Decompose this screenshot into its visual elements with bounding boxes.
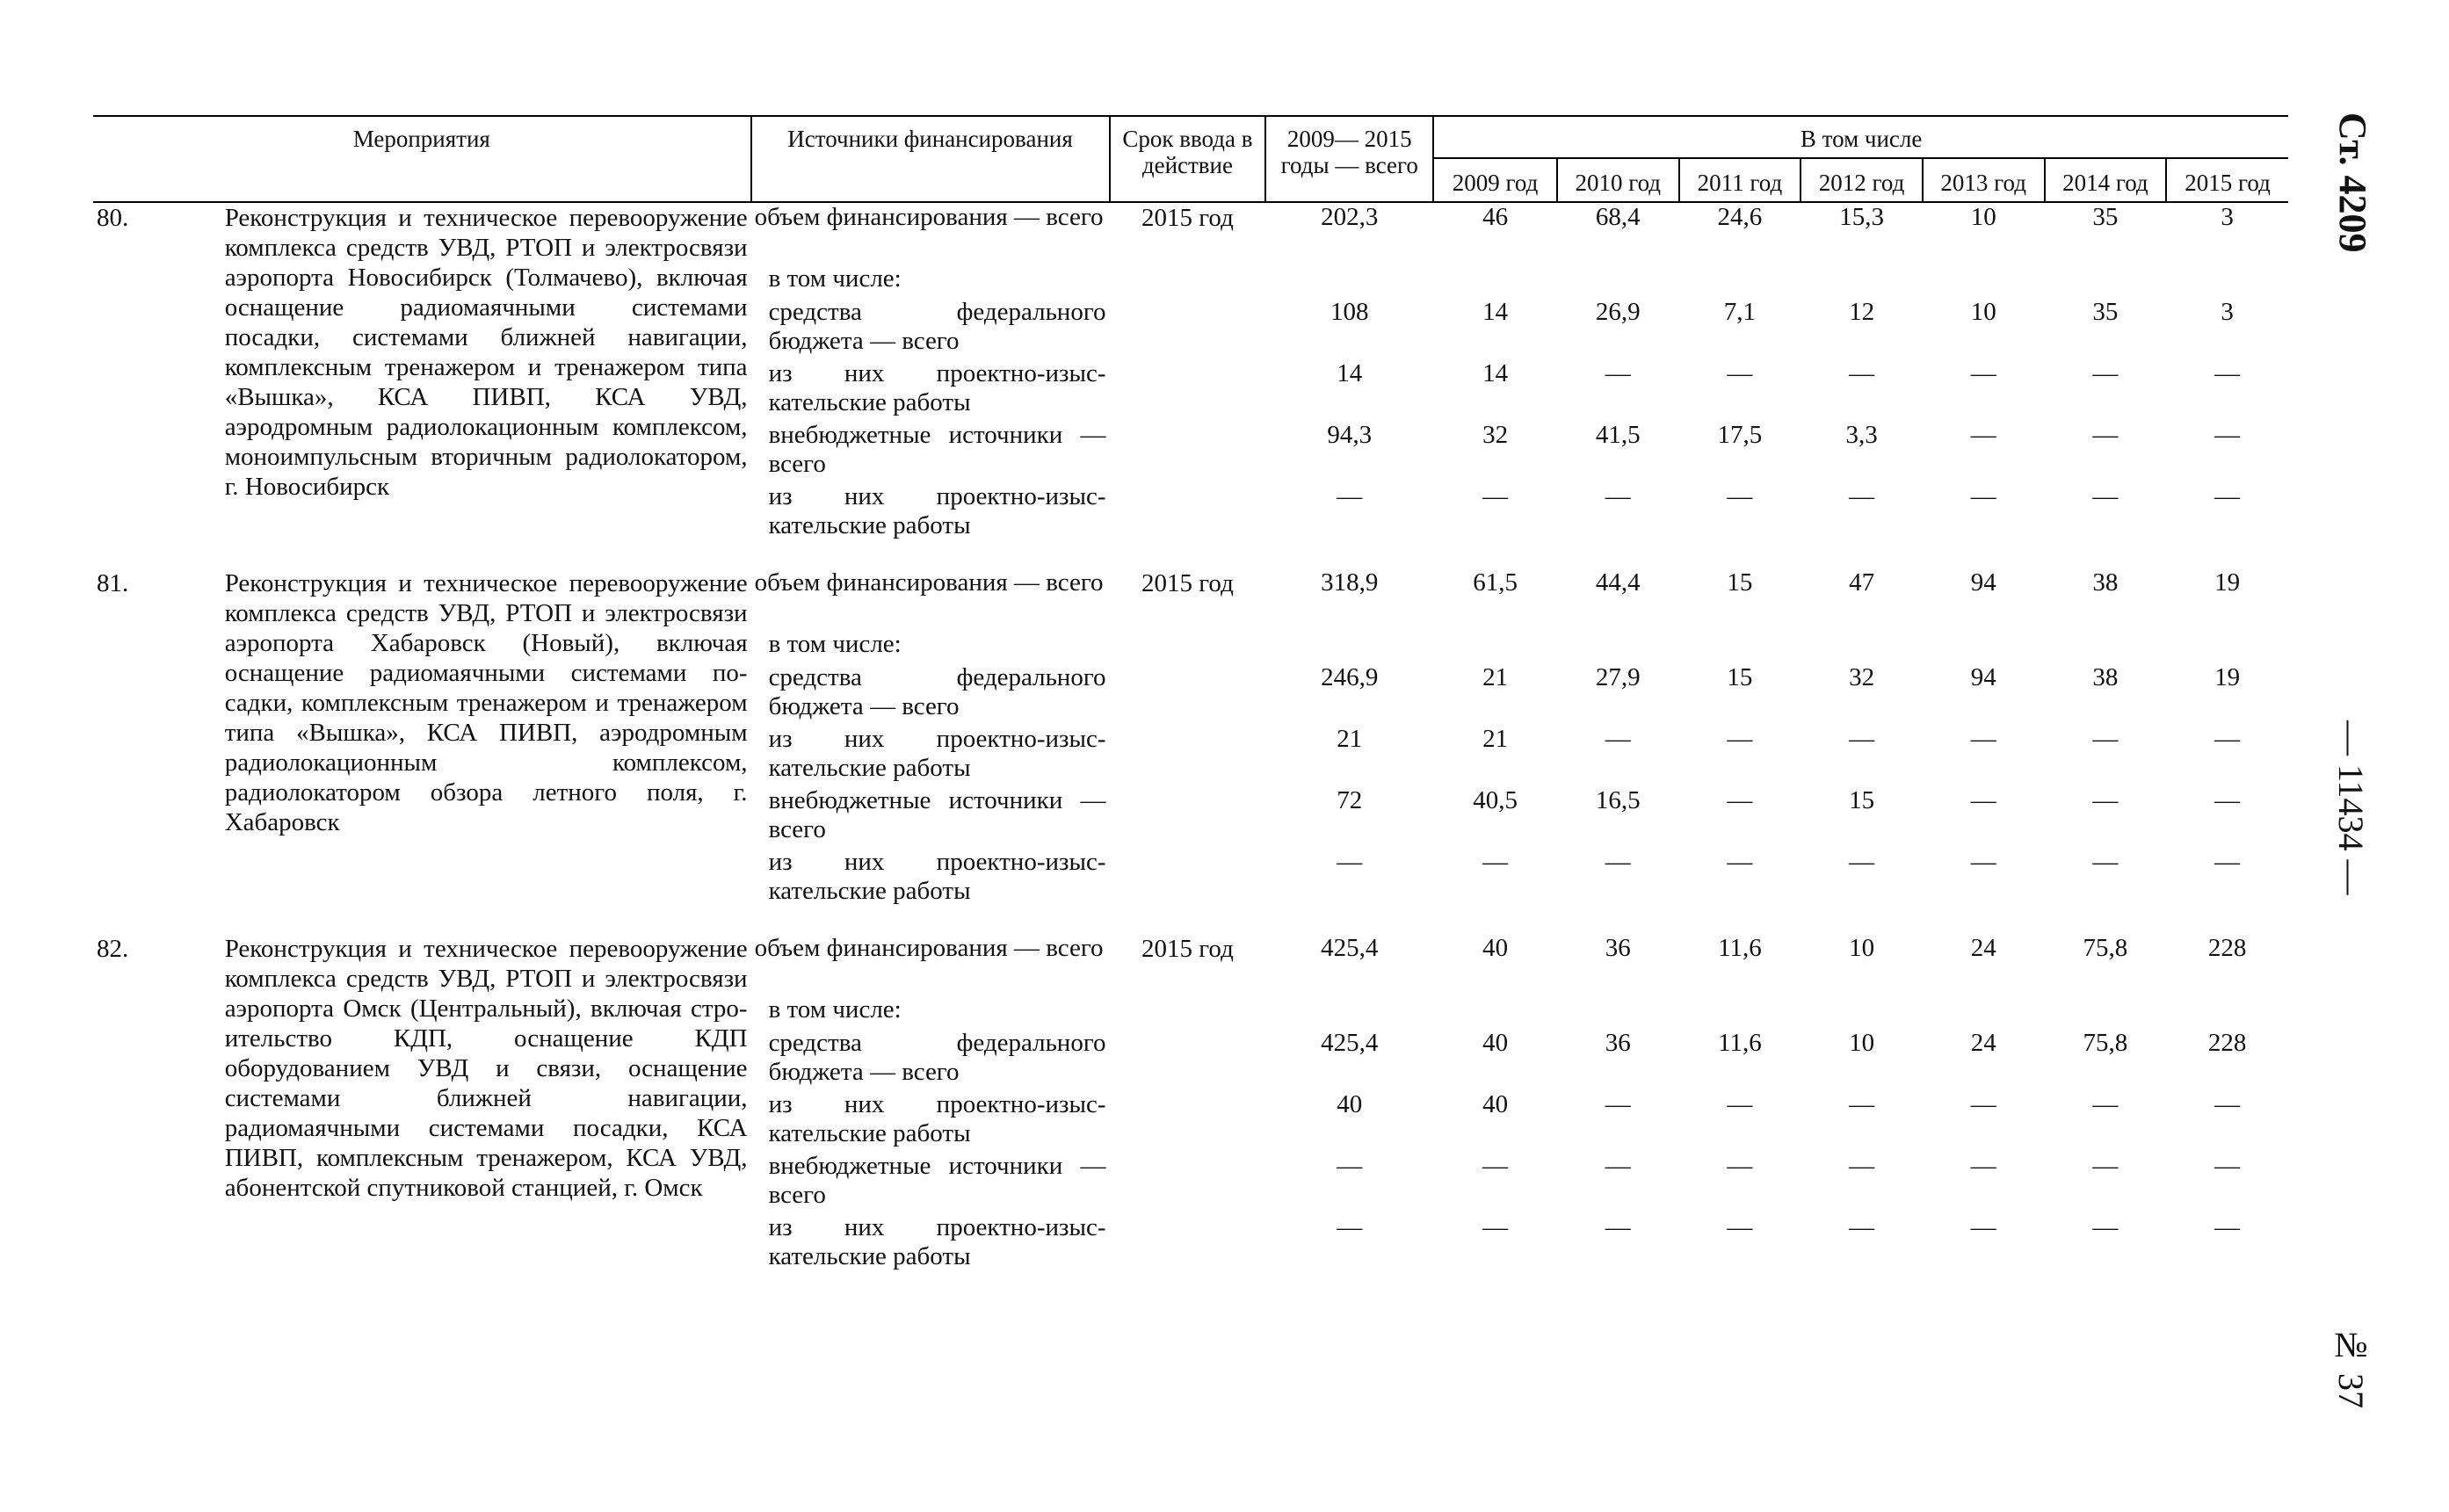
funding-source-line: в том числе: bbox=[768, 264, 902, 293]
year-amount bbox=[1433, 934, 1557, 1275]
year-value: — bbox=[2214, 725, 2241, 753]
year-value: 40 bbox=[1482, 1029, 1509, 1057]
year-value: — bbox=[2092, 1152, 2119, 1180]
funding-source-line: из них проектно-изыскательские работы bbox=[768, 725, 1106, 782]
year-value: 24 bbox=[1970, 934, 1996, 962]
year-amount bbox=[1801, 202, 1923, 544]
year-value bbox=[1804, 630, 1919, 663]
year-value bbox=[1804, 264, 1919, 298]
year-value: 11,6 bbox=[1718, 934, 1762, 962]
year-value: 41,5 bbox=[1595, 421, 1641, 449]
year-value: — bbox=[1970, 848, 1996, 876]
year-value: 32 bbox=[1482, 421, 1509, 449]
year-value: 19 bbox=[2214, 568, 2241, 597]
year-value: 61,5 bbox=[1473, 568, 1518, 597]
year-value: — bbox=[1482, 482, 1509, 510]
funding-source-line: из них проектно-изыскательские работы bbox=[768, 848, 1106, 905]
total-amount bbox=[1265, 202, 1433, 544]
year-amount bbox=[1433, 568, 1557, 909]
year-amount bbox=[1923, 568, 2045, 909]
year-value: — bbox=[1970, 359, 1996, 387]
year-value: — bbox=[1970, 1213, 1996, 1241]
year-value bbox=[1926, 995, 2041, 1029]
total-amount bbox=[1265, 934, 1433, 1275]
year-value bbox=[1683, 995, 1798, 1029]
year-value: 32 bbox=[1849, 663, 1875, 691]
total-value: — bbox=[1337, 482, 1363, 510]
funding-sources bbox=[751, 568, 1110, 909]
year-value: 14 bbox=[1482, 298, 1509, 326]
header-year-2012: 2012 год bbox=[1801, 158, 1923, 202]
year-amount bbox=[1923, 934, 2045, 1275]
year-value: 27,9 bbox=[1595, 663, 1641, 691]
total-amount bbox=[1265, 568, 1433, 909]
table-row bbox=[93, 934, 2288, 1275]
year-value bbox=[1437, 264, 1554, 298]
year-value: 94 bbox=[1970, 568, 1996, 597]
year-value bbox=[1926, 630, 2041, 663]
total-value bbox=[1269, 995, 1430, 1029]
header-sources: Источники финансирования bbox=[751, 116, 1110, 202]
year-value: — bbox=[2214, 1213, 2241, 1241]
header-total: 2009— 2015 годы — всего bbox=[1265, 116, 1433, 202]
year-amount bbox=[1557, 202, 1679, 544]
year-value: — bbox=[1849, 848, 1875, 876]
year-value: 15 bbox=[1849, 786, 1875, 814]
year-value: — bbox=[2092, 1213, 2119, 1241]
year-value: 40 bbox=[1482, 1090, 1509, 1118]
year-value: — bbox=[2092, 786, 2119, 814]
funding-source-line: в том числе: bbox=[768, 995, 902, 1024]
year-value: 10 bbox=[1970, 203, 1996, 231]
row-number: 82. bbox=[97, 935, 129, 963]
header-including: В том числе bbox=[1433, 116, 2288, 158]
total-value: — bbox=[1337, 1213, 1363, 1241]
measure-description: Реконструкция и техническое перевооружение комплекса средств УВД, РТОП и электросвязи аэропорта Хабаровск (Новый), включая оснащение радиомаячными системами посадки, комплексным тренажером и тренажером типа «Вышка», КСА ПИВП, аэродромным радиолокационным комплексом, радиолокатором обзора летного поля, г. Хабаровск bbox=[224, 569, 748, 836]
year-value: 94 bbox=[1970, 663, 1996, 691]
year-value: — bbox=[2214, 848, 2241, 876]
year-amount bbox=[1923, 202, 2045, 544]
year-value bbox=[1561, 264, 1676, 298]
commissioning-term: 2015 год bbox=[1141, 204, 1234, 232]
funding-source-line: внебюджетные источники — всего bbox=[768, 1152, 1106, 1209]
funding-sources bbox=[751, 934, 1110, 1275]
year-value: — bbox=[2214, 1090, 2241, 1118]
total-value: — bbox=[1337, 848, 1363, 876]
year-value: — bbox=[1727, 359, 1753, 387]
year-value: — bbox=[1727, 482, 1753, 510]
table-row bbox=[93, 202, 2288, 544]
header-year-2011: 2011 год bbox=[1679, 158, 1801, 202]
year-value: 15 bbox=[1727, 663, 1753, 691]
year-value bbox=[2048, 995, 2163, 1029]
total-value bbox=[1269, 264, 1430, 298]
total-value: 40 bbox=[1337, 1090, 1363, 1118]
funding-source-line: внебюджетные источники — всего bbox=[768, 786, 1106, 843]
year-value: — bbox=[2092, 1090, 2119, 1118]
table-body bbox=[93, 202, 2288, 1275]
year-value bbox=[1683, 630, 1798, 663]
year-value: — bbox=[2214, 1152, 2241, 1180]
funding-source-line: средства федерального бюджета — всего bbox=[768, 298, 1106, 355]
funding-source-line: из них проектно-изыскательские работы bbox=[768, 482, 1106, 539]
year-amount bbox=[2166, 568, 2288, 909]
year-amount bbox=[2045, 202, 2167, 544]
year-value: 44,4 bbox=[1595, 568, 1641, 597]
year-amount bbox=[2045, 934, 2167, 1275]
funding-source-line: объем финансирования — всего bbox=[754, 203, 1104, 231]
year-value bbox=[1683, 264, 1798, 298]
year-amount bbox=[1557, 568, 1679, 909]
page-reference: Ст. 4209 bbox=[2331, 112, 2374, 253]
total-value: — bbox=[1337, 1152, 1363, 1180]
header-year-2009: 2009 год bbox=[1433, 158, 1557, 202]
year-value: — bbox=[1482, 1152, 1509, 1180]
year-value bbox=[2048, 264, 2163, 298]
commissioning-term: 2015 год bbox=[1141, 569, 1234, 597]
year-value: — bbox=[1727, 725, 1753, 753]
total-value: 425,4 bbox=[1321, 934, 1379, 962]
year-value bbox=[2170, 264, 2285, 298]
year-value: — bbox=[2092, 421, 2119, 449]
year-value: 21 bbox=[1482, 663, 1509, 691]
year-value: 38 bbox=[2092, 663, 2119, 691]
total-value: 94,3 bbox=[1327, 421, 1373, 449]
year-value: 7,1 bbox=[1723, 298, 1757, 326]
year-value: 36 bbox=[1605, 1029, 1631, 1057]
year-value: 15,3 bbox=[1839, 203, 1884, 231]
year-value: 10 bbox=[1970, 298, 1996, 326]
year-value bbox=[1804, 995, 1919, 1029]
header-term: Срок ввода в действие bbox=[1110, 116, 1266, 202]
year-value: — bbox=[1605, 1213, 1631, 1241]
funding-source-line: средства федерального бюджета — всего bbox=[768, 663, 1106, 720]
year-value: 75,8 bbox=[2083, 1029, 2128, 1057]
total-value: 425,4 bbox=[1321, 1029, 1379, 1057]
total-value: 246,9 bbox=[1321, 663, 1379, 691]
year-amount bbox=[2045, 568, 2167, 909]
header-year-2015: 2015 год bbox=[2166, 158, 2288, 202]
document-number: — 11434 — bbox=[2331, 720, 2371, 895]
issue-number: № 37 bbox=[2331, 1325, 2371, 1408]
measure-description: Реконструкция и техническое перевооружение комплекса средств УВД, РТОП и электросвязи аэропорта Новосибирск (Толмачево), включая оснащение радиомаячными системами посадки, системами ближней навигации, комплексным тренажером и тренажером типа «Вышка», КСА ПИВП, КСА УВД, аэродромным радиолокационным комплексом, моноимпульсным вторичным радиолокатором, г. Новосибирск bbox=[224, 204, 748, 501]
year-amount bbox=[1679, 568, 1801, 909]
year-value: 24 bbox=[1970, 1029, 1996, 1057]
year-value: — bbox=[2214, 482, 2241, 510]
year-value: — bbox=[1849, 482, 1875, 510]
funding-sources bbox=[751, 202, 1110, 544]
funding-source-line: из них проектно-изыскательские работы bbox=[768, 1090, 1106, 1147]
year-value: 35 bbox=[2092, 298, 2119, 326]
year-value: 46 bbox=[1482, 203, 1509, 231]
table-row bbox=[93, 568, 2288, 909]
year-amount bbox=[2166, 202, 2288, 544]
year-value: — bbox=[1727, 848, 1753, 876]
year-value: 40,5 bbox=[1473, 786, 1518, 814]
year-value: 35 bbox=[2092, 203, 2119, 231]
funding-source-line: объем финансирования — всего bbox=[754, 568, 1104, 597]
year-value bbox=[1926, 264, 2041, 298]
funding-source-line: в том числе: bbox=[768, 630, 902, 658]
year-value: — bbox=[1970, 725, 1996, 753]
header-year-2010: 2010 год bbox=[1557, 158, 1679, 202]
row-separator bbox=[93, 909, 2288, 934]
year-value: — bbox=[1849, 1152, 1875, 1180]
year-value: — bbox=[1605, 1152, 1631, 1180]
row-number: 81. bbox=[97, 569, 129, 597]
year-value: 3 bbox=[2221, 203, 2234, 231]
year-amount bbox=[1679, 934, 1801, 1275]
year-value: 47 bbox=[1849, 568, 1875, 597]
measure-description: Реконструкция и техническое перевооружение комплекса средств УВД, РТОП и электросвязи аэропорта Омск (Центральный), включая строительство КДП, оснащение КДП оборудованием УВД и связи, оснащение системами ближней навигации, радиомаячными системами посадки, КСА ПИВП, комплексным тренажером, КСА УВД, абонентской спутниковой станцией, г. Омск bbox=[224, 935, 748, 1202]
year-value bbox=[1561, 995, 1676, 1029]
year-value: 36 bbox=[1605, 934, 1631, 962]
year-value: 75,8 bbox=[2083, 934, 2128, 962]
year-value bbox=[1561, 630, 1676, 663]
year-value bbox=[1437, 995, 1554, 1029]
year-value bbox=[2170, 995, 2285, 1029]
year-value: — bbox=[2092, 848, 2119, 876]
year-value: — bbox=[1605, 725, 1631, 753]
total-value: 14 bbox=[1337, 359, 1363, 387]
year-amount bbox=[1557, 934, 1679, 1275]
year-value: — bbox=[1727, 786, 1753, 814]
year-value: 10 bbox=[1849, 934, 1875, 962]
total-value: 202,3 bbox=[1321, 203, 1379, 231]
year-value: 40 bbox=[1482, 934, 1509, 962]
year-value: — bbox=[1727, 1213, 1753, 1241]
header-year-2014: 2014 год bbox=[2045, 158, 2167, 202]
year-value: 21 bbox=[1482, 725, 1509, 753]
year-value: 19 bbox=[2214, 663, 2241, 691]
year-amount bbox=[1801, 934, 1923, 1275]
header-measures: Мероприятия bbox=[93, 116, 751, 202]
year-value: 68,4 bbox=[1595, 203, 1641, 231]
year-value: — bbox=[2214, 359, 2241, 387]
year-value: — bbox=[2214, 421, 2241, 449]
table-header bbox=[93, 116, 2288, 202]
row-number: 80. bbox=[97, 204, 129, 232]
year-value: 3 bbox=[2221, 298, 2234, 326]
year-value: 228 bbox=[2207, 1029, 2247, 1057]
year-value: 3,3 bbox=[1845, 421, 1878, 449]
funding-source-line: внебюджетные источники — всего bbox=[768, 421, 1106, 478]
year-value bbox=[1437, 630, 1554, 663]
total-value: 21 bbox=[1337, 725, 1363, 753]
funding-source-line: средства федерального бюджета — всего bbox=[768, 1029, 1106, 1086]
total-value: 72 bbox=[1337, 786, 1363, 814]
funding-source-line: из них проектно-изыскательские работы bbox=[768, 1213, 1106, 1270]
year-value bbox=[2170, 630, 2285, 663]
year-amount bbox=[1433, 202, 1557, 544]
year-value: — bbox=[1970, 482, 1996, 510]
year-value: — bbox=[1605, 482, 1631, 510]
year-value: — bbox=[2092, 359, 2119, 387]
year-value bbox=[2048, 630, 2163, 663]
year-value: — bbox=[1849, 725, 1875, 753]
year-value: 38 bbox=[2092, 568, 2119, 597]
year-value: 26,9 bbox=[1595, 298, 1641, 326]
year-value: — bbox=[1970, 1090, 1996, 1118]
year-value: — bbox=[1605, 848, 1631, 876]
year-value: 15 bbox=[1727, 568, 1753, 597]
year-value: 12 bbox=[1849, 298, 1875, 326]
year-value: 24,6 bbox=[1717, 203, 1763, 231]
funding-source-line: из них проектно-изыскательские работы bbox=[768, 359, 1106, 416]
year-value: — bbox=[1482, 1213, 1509, 1241]
year-value: 14 bbox=[1482, 359, 1509, 387]
year-amount bbox=[2166, 934, 2288, 1275]
total-value: 108 bbox=[1330, 298, 1369, 326]
year-value: 10 bbox=[1849, 1029, 1875, 1057]
year-value: — bbox=[1605, 359, 1631, 387]
total-value: 318,9 bbox=[1321, 568, 1379, 597]
year-value: 11,6 bbox=[1718, 1029, 1762, 1057]
commissioning-term: 2015 год bbox=[1141, 935, 1234, 963]
year-value: — bbox=[1849, 359, 1875, 387]
year-value: — bbox=[1970, 786, 1996, 814]
funding-source-line: объем финансирования — всего bbox=[754, 934, 1104, 962]
year-value: — bbox=[1482, 848, 1509, 876]
year-value: — bbox=[1605, 1090, 1631, 1118]
total-value bbox=[1269, 630, 1430, 663]
year-value: 16,5 bbox=[1595, 786, 1641, 814]
year-value: 228 bbox=[2207, 934, 2247, 962]
year-amount bbox=[1801, 568, 1923, 909]
year-value: — bbox=[1849, 1213, 1875, 1241]
year-value: — bbox=[1849, 1090, 1875, 1118]
row-separator bbox=[93, 544, 2288, 568]
header-year-2013: 2013 год bbox=[1923, 158, 2045, 202]
year-value: 17,5 bbox=[1717, 421, 1763, 449]
year-value: — bbox=[1970, 1152, 1996, 1180]
year-value: — bbox=[2092, 482, 2119, 510]
year-amount bbox=[1679, 202, 1801, 544]
year-value: — bbox=[2214, 786, 2241, 814]
year-value: — bbox=[1727, 1152, 1753, 1180]
year-value: — bbox=[1727, 1090, 1753, 1118]
year-value: — bbox=[1970, 421, 1996, 449]
financing-table bbox=[93, 115, 2288, 1275]
year-value: — bbox=[2092, 725, 2119, 753]
